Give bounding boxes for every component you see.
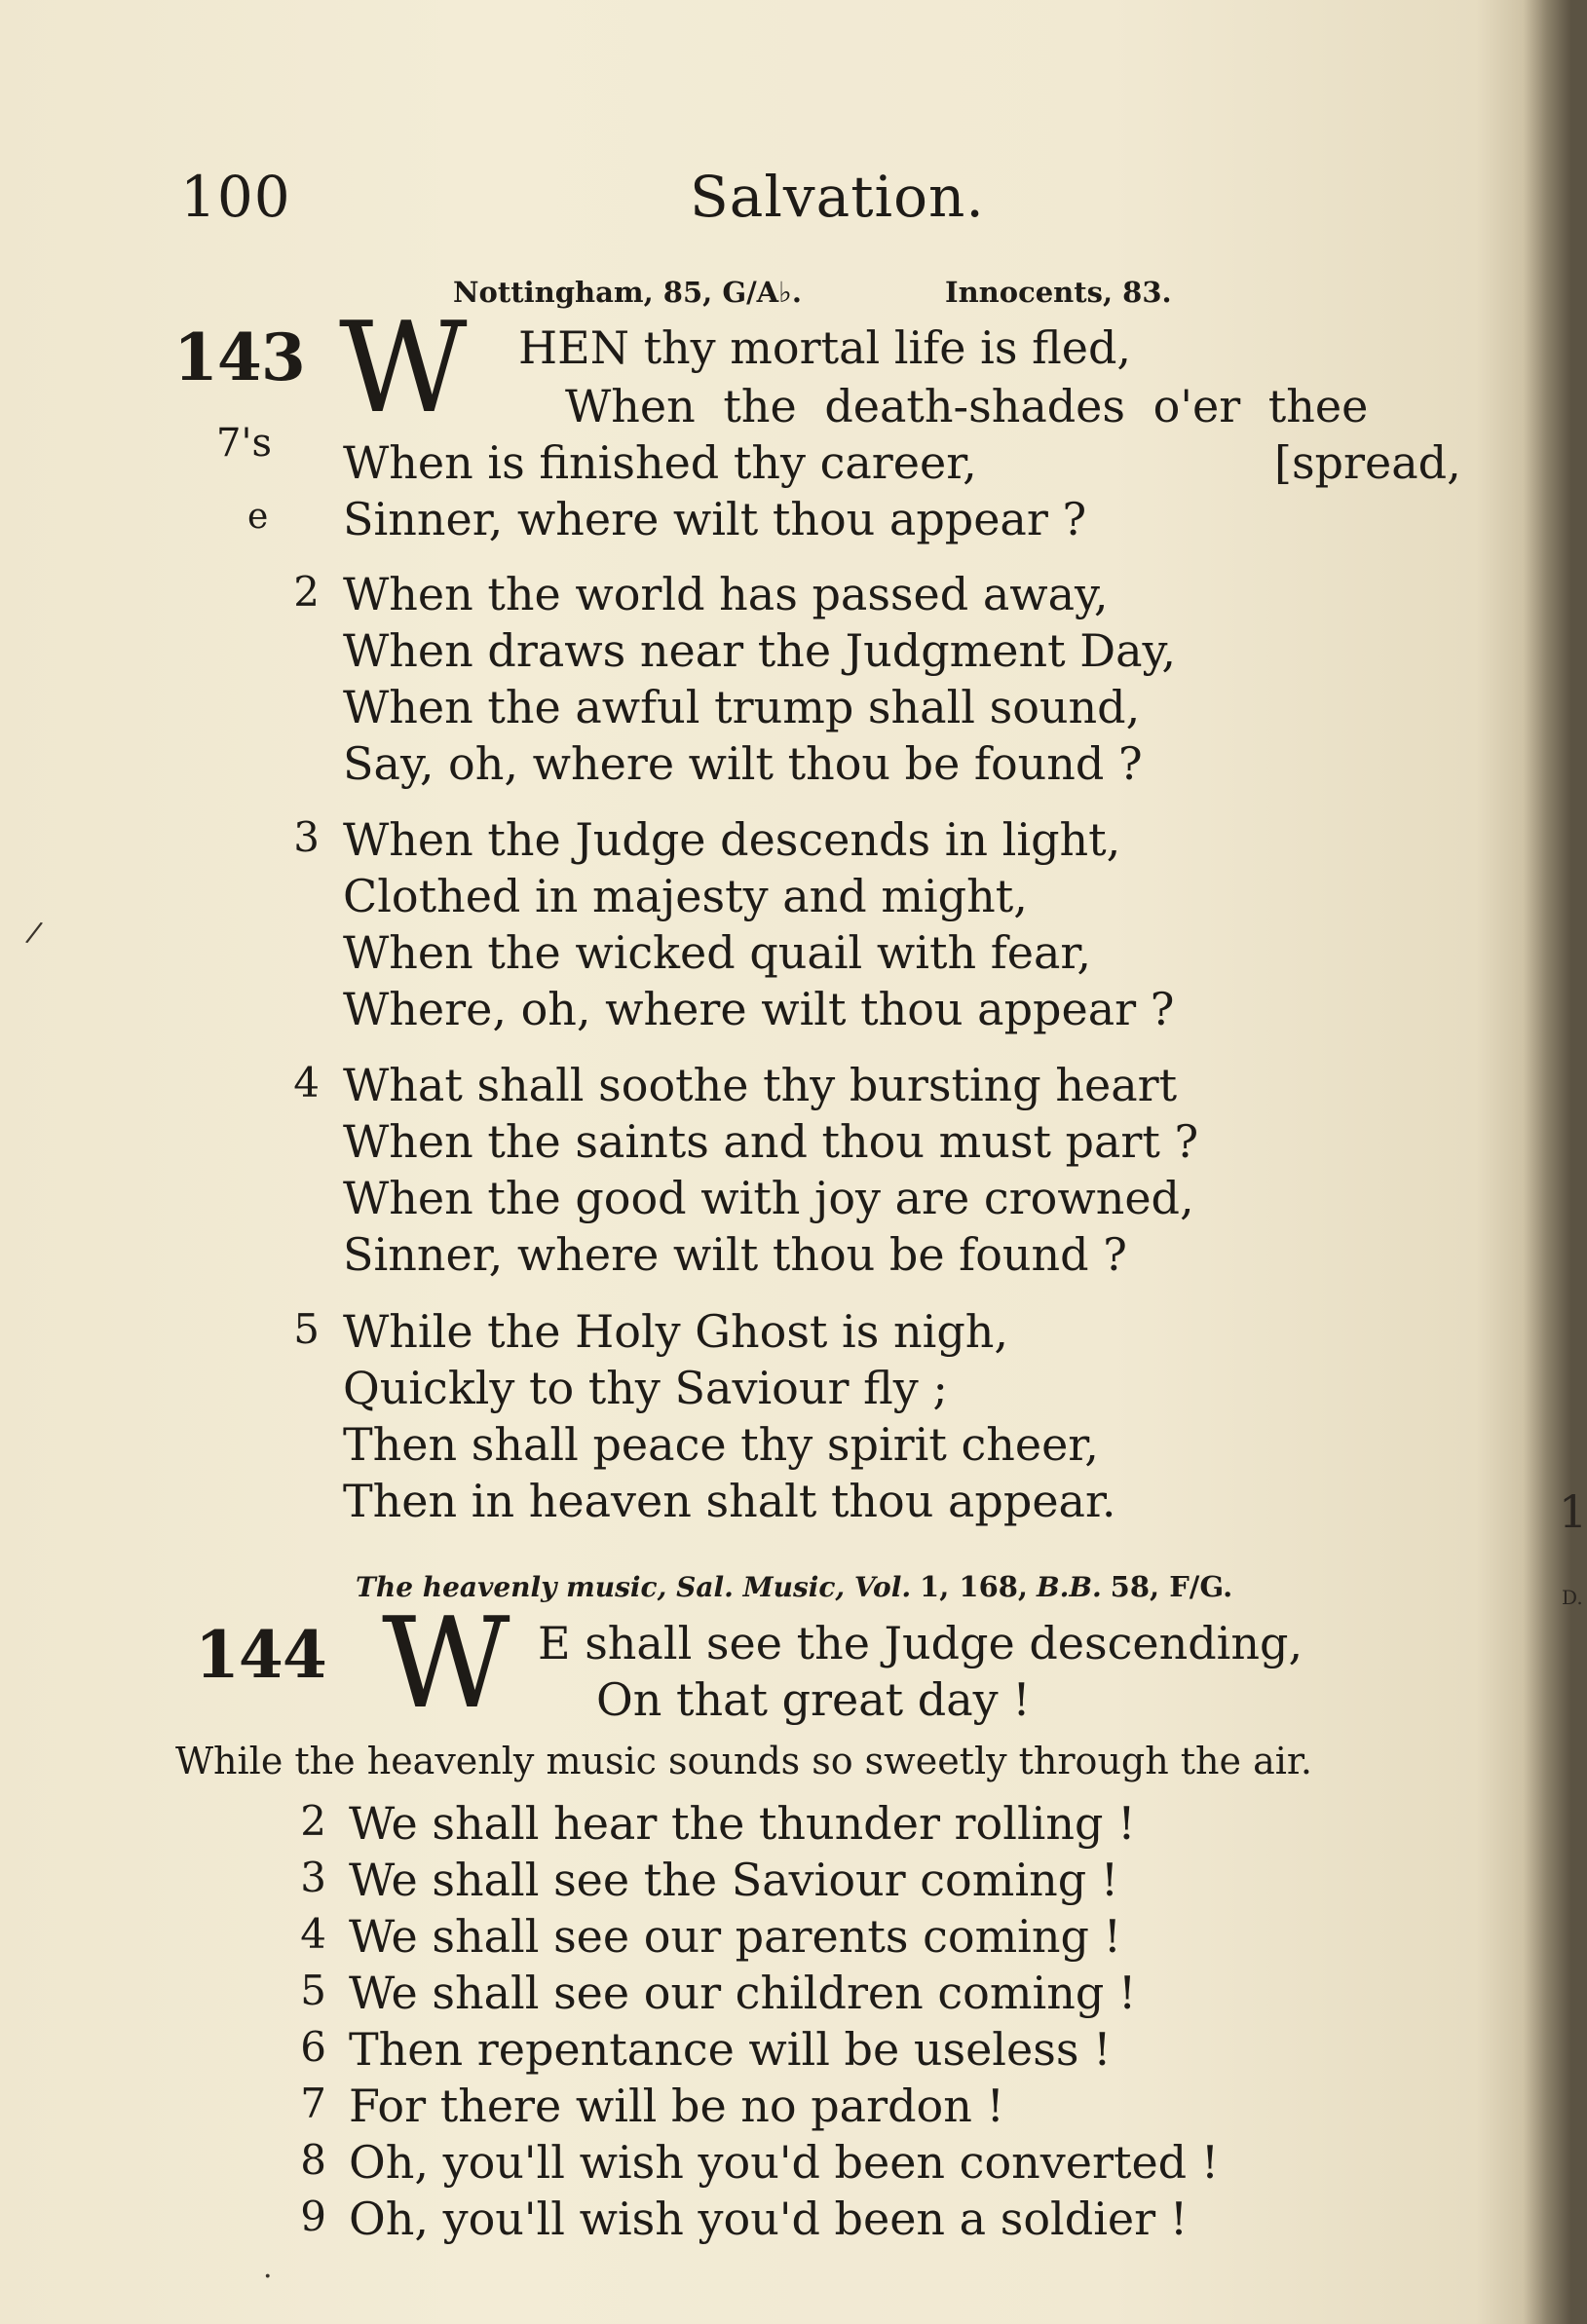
verse-number: 4 (293, 1059, 320, 1106)
verse-line: When draws near the Judgment Day, (343, 624, 1177, 677)
section-title: Salvation. (690, 164, 985, 230)
verse-line: What shall soothe thy bursting heart (343, 1059, 1178, 1111)
verse-line: When the good with joy are crowned, (343, 1172, 1194, 1224)
verse-line: On that great day ! (596, 1673, 1031, 1726)
verse-number: 2 (293, 568, 320, 616)
verse-line: Then shall peace thy spirit cheer, (343, 1418, 1099, 1471)
tune-name: The heavenly music, Sal. Music, Vol. (356, 1571, 912, 1603)
verse-number: 5 (293, 1305, 320, 1353)
verse-line: While the Holy Ghost is nigh, (343, 1305, 1009, 1358)
tune-name-alternate: Innocents, 83. (945, 276, 1172, 309)
verse-line: When is finished thy career, (343, 436, 977, 489)
tune-key: 58, F/G. (1110, 1570, 1233, 1603)
verse-number: 3 (293, 813, 320, 861)
verse-line: When the saints and thou must part ? (343, 1115, 1199, 1168)
meter-label: 7's (216, 421, 272, 466)
chorus-line: While the heavenly music sounds so sweetly through the air. (175, 1740, 1312, 1782)
page-number: 100 (180, 164, 291, 230)
verse-line: E shall see the Judge descending, (538, 1617, 1304, 1669)
verse-line: Then in heaven shalt thou appear. (343, 1475, 1116, 1527)
scan-speck: / (23, 915, 45, 951)
verse-number: 4 (300, 1910, 326, 1958)
hymn-number: 143 (173, 319, 305, 395)
verse-line: Say, oh, where wilt thou be found ? (343, 737, 1143, 790)
drop-cap: W (382, 1592, 510, 1737)
verse-line: When the awful trump shall sound, (343, 681, 1141, 733)
verse-line: Oh, you'll wish you'd been a soldier ! (349, 2193, 1189, 2245)
scan-speck: · (263, 2260, 273, 2294)
verse-line-turnover: [spread, (1274, 436, 1461, 489)
tune-name-primary: Nottingham, 85, G/A♭. (453, 276, 802, 309)
verse-line: Oh, you'll wish you'd been converted ! (349, 2136, 1220, 2189)
verse-number: 2 (300, 1797, 326, 1845)
verse-number: 9 (300, 2193, 326, 2240)
verse-line: Sinner, where wilt thou appear ? (343, 493, 1087, 545)
verse-line: Sinner, where wilt thou be found ? (343, 1228, 1127, 1281)
verse-line: Clothed in majesty and might, (343, 870, 1028, 922)
verse-line: When the wicked quail with fear, (343, 926, 1091, 979)
verse-number: 8 (300, 2136, 326, 2184)
verse-line: When the Judge descends in light, (343, 813, 1121, 866)
edge-bleed-mark: 1 (1559, 1485, 1587, 1538)
verse-line: Then repentance will be useless ! (349, 2023, 1112, 2076)
verse-line: When the world has passed away, (343, 568, 1109, 620)
verse-line: HEN thy mortal life is fled, (518, 321, 1132, 374)
tune-reference: 1, 168, (920, 1570, 1029, 1603)
verse-number: 3 (300, 1854, 326, 1901)
edge-bleed-mark: D. (1562, 1586, 1583, 1609)
verse-line: We shall hear the thunder rolling ! (349, 1797, 1136, 1850)
verse-line: For there will be no pardon ! (349, 2080, 1004, 2132)
hymn-number: 144 (195, 1617, 326, 1693)
verse-line: When the death-shades o'er thee (565, 380, 1369, 432)
tune-book: B.B. (1036, 1571, 1102, 1603)
verse-number: 7 (300, 2080, 326, 2127)
drop-cap: W (339, 296, 468, 441)
verse-line: We shall see our children coming ! (349, 1967, 1137, 2019)
verse-line: We shall see our parents coming ! (349, 1910, 1122, 1963)
verse-number: 5 (300, 1967, 326, 2014)
verse-line: We shall see the Saviour coming ! (349, 1854, 1119, 1906)
verse-line: Quickly to thy Saviour fly ; (343, 1362, 948, 1414)
verse-number: 6 (300, 2023, 326, 2071)
verse-line: Where, oh, where wilt thou appear ? (343, 983, 1175, 1035)
key-label: e (247, 497, 269, 537)
